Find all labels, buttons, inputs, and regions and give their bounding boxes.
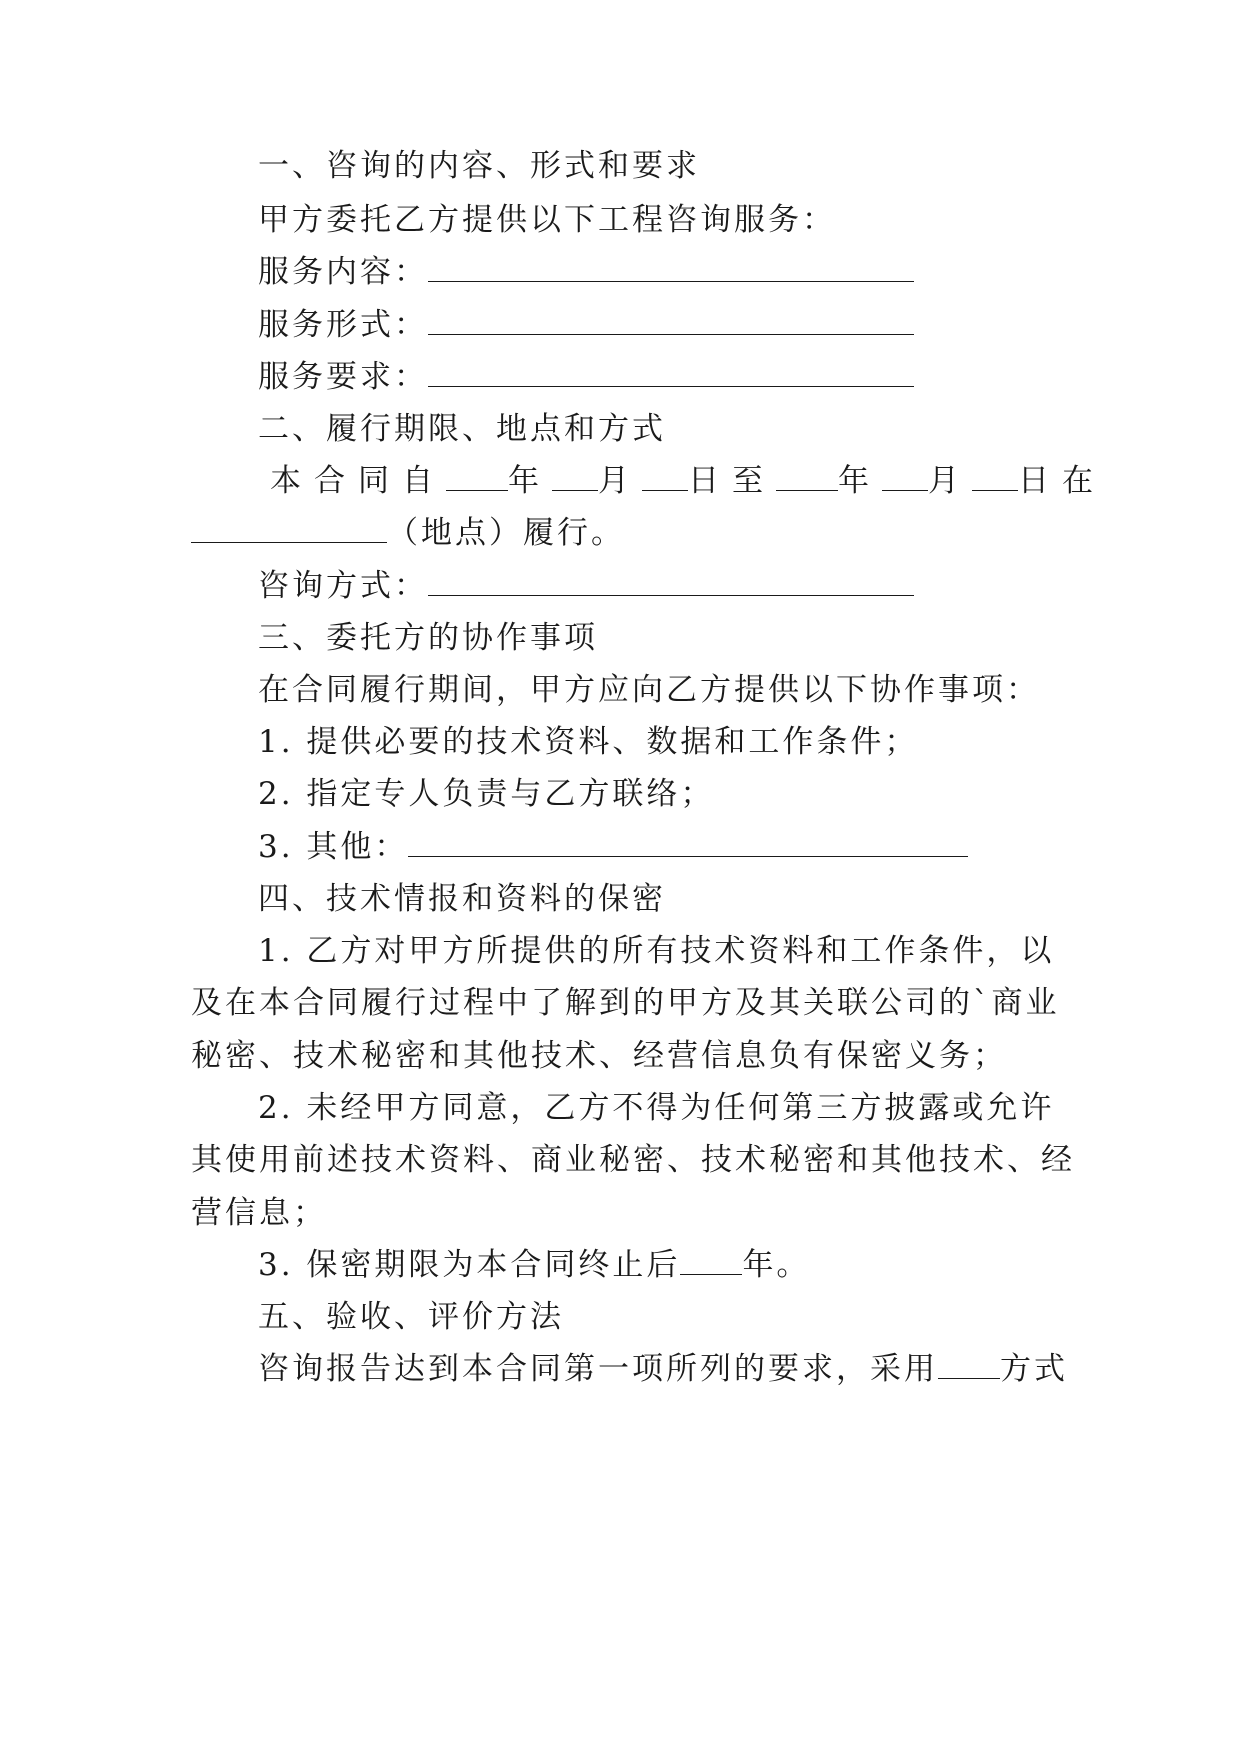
acceptance-method-line (258, 1349, 1068, 1389)
field-label: 服务形式： (258, 307, 428, 343)
text-segment: 月 (928, 463, 972, 499)
text-segment: 年 (838, 463, 882, 499)
text-segment: 方式 (1000, 1351, 1068, 1387)
fill-blank (882, 466, 928, 491)
section-heading-5: 五、验收、评价方法 (258, 1299, 564, 1335)
fill-blank (428, 257, 914, 282)
fill-blank (552, 466, 598, 491)
section-heading-3: 三、委托方的协作事项 (258, 620, 598, 656)
text-segment: 月 (598, 463, 642, 499)
text-segment: 本合同自 (270, 463, 446, 499)
list-item-other-field (258, 827, 968, 867)
fill-blank (776, 466, 838, 491)
confidential-term-line (258, 1245, 810, 1285)
section-heading-2: 二、履行期限、地点和方式 (258, 411, 666, 447)
service-form-field (258, 305, 914, 345)
field-label: 3. 其他： (258, 829, 409, 865)
fill-blank (446, 466, 508, 491)
fill-blank (428, 310, 914, 335)
paragraph-line: 其使用前述技术资料、商业秘密、技术秘密和其他技术、经 (191, 1142, 1075, 1178)
consult-method-field (258, 566, 914, 606)
fill-blank (191, 518, 387, 543)
paragraph-line: 在合同履行期间，甲方应向乙方提供以下协作事项： (258, 672, 1040, 708)
section-heading-1: 一、咨询的内容、形式和要求 (258, 148, 700, 184)
field-label: 咨询方式： (258, 568, 428, 604)
text-segment: 日在 (1018, 463, 1106, 499)
service-content-field (258, 252, 914, 292)
fill-blank (972, 466, 1018, 491)
paragraph-line: 营信息； (191, 1195, 327, 1231)
fill-blank (680, 1250, 742, 1275)
section-heading-4: 四、技术情报和资料的保密 (258, 881, 666, 917)
paragraph-line: 及在本合同履行过程中了解到的甲方及其关联公司的`商业 (191, 985, 1060, 1021)
list-item: 1. 提供必要的技术资料、数据和工作条件； (258, 724, 919, 760)
text-segment: 咨询报告达到本合同第一项所列的要求，采用 (258, 1351, 938, 1387)
text-segment: 年 (508, 463, 552, 499)
text-segment: 年。 (742, 1247, 811, 1283)
field-label: 服务要求： (258, 359, 428, 395)
term-place-line (191, 513, 625, 553)
list-item: 2. 指定专人负责与乙方联络； (258, 776, 715, 812)
text-segment: 日至 (688, 463, 776, 499)
fill-blank (938, 1354, 1000, 1379)
service-requirement-field (258, 357, 914, 397)
paragraph-line: 2. 未经甲方同意，乙方不得为任何第三方披露或允许 (258, 1090, 1055, 1126)
text-segment: （地点）履行。 (387, 515, 625, 551)
fill-blank (642, 466, 688, 491)
text-segment: 3. 保密期限为本合同终止后 (258, 1247, 681, 1283)
fill-blank (428, 571, 914, 596)
paragraph-line: 秘密、技术秘密和其他技术、经营信息负有保密义务； (191, 1038, 1007, 1074)
paragraph-line: 1. 乙方对甲方所提供的所有技术资料和工作条件，以 (258, 933, 1055, 969)
paragraph-line: 甲方委托乙方提供以下工程咨询服务： (258, 202, 836, 238)
term-date-line (270, 461, 1106, 501)
field-label: 服务内容： (258, 254, 428, 290)
fill-blank (428, 362, 914, 387)
fill-blank (408, 832, 968, 857)
